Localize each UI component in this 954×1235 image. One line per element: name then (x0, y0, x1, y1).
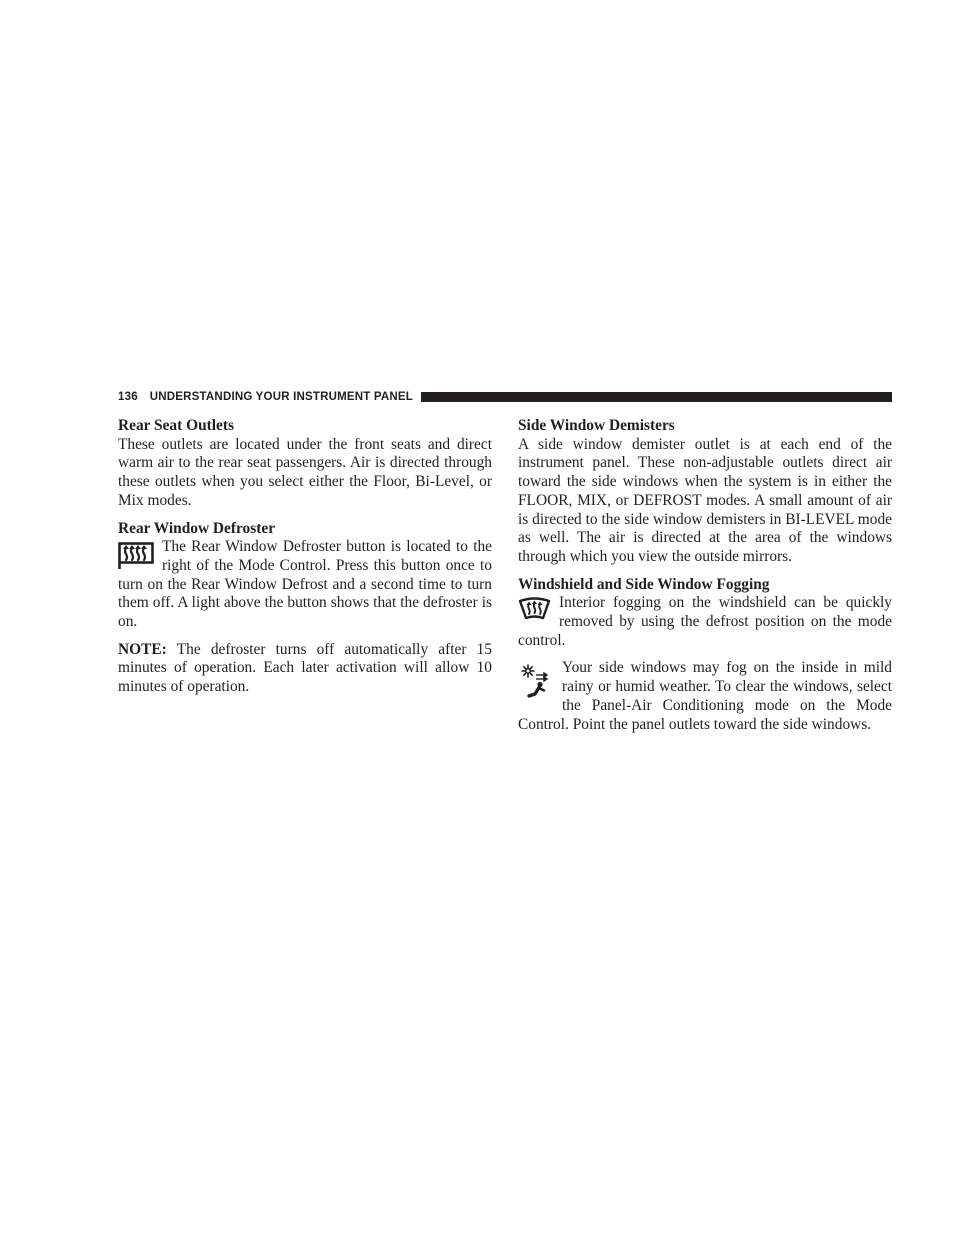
right-column (518, 417, 892, 734)
fogging-text-1: Interior fogging on the windshield can be quickly removed by using the defrost position on the mode control. (518, 594, 892, 649)
note-paragraph (118, 641, 492, 697)
section-title: UNDERSTANDING YOUR INSTRUMENT PANEL (149, 391, 413, 403)
rear-window-defroster-paragraph (118, 538, 492, 632)
note-text: The defroster turns off automatically after 15 minutes of operation. Each later activation will allow 10 minutes of operation. (118, 640, 492, 696)
rear-seat-outlets-text: These outlets are located under the front seats and direct warm air to the rear seat passengers. Air is directed through these outlets when you select either the Floor, Bi-Level, or Mix modes. (118, 435, 492, 509)
rear-window-defroster-heading: Rear Window Defroster (118, 519, 276, 537)
side-window-demisters-heading: Side Window Demisters (518, 417, 675, 434)
note-label: NOTE: (118, 640, 167, 658)
fogging-paragraph-2 (518, 659, 892, 734)
side-window-demisters-text: A side window demister outlet is at each end of the instrument panel. These non-adjustable outlets direct air toward the side windows when the system is in either the FLOOR, MIX, or DEFROST modes. A small amount of air is directed to the side window demisters in BI-LEVEL mode as well. The air is directed at the area of the windows through which you view the outside mirrors. (518, 435, 892, 565)
fogging-heading: Windshield and Side Window Fogging (518, 575, 770, 593)
rear-window-defroster-text: The Rear Window Defroster button is located to the right of the Mode Control. Press this button once to turn on the Rear Window Defrost and a second time to turn them off. A light above the button shows that the defroster is on. (118, 538, 492, 631)
rear-seat-outlets-heading: Rear Seat Outlets (118, 417, 234, 434)
panel-air-conditioning-icon (520, 663, 550, 699)
page-header (118, 389, 892, 405)
page-number: 136 (118, 391, 138, 403)
rear-window-defrost-icon (118, 542, 154, 570)
fogging-paragraph-1 (518, 594, 892, 650)
left-column (118, 417, 492, 697)
fogging-text-2: Your side windows may fog on the inside in mild rainy or humid weather. To clear the windows, select the Panel-Air Conditioning mode on the Mode Control. Point the panel outlets toward the side windows. (518, 659, 892, 733)
windshield-defrost-icon (518, 597, 551, 621)
header-rule (421, 392, 892, 402)
